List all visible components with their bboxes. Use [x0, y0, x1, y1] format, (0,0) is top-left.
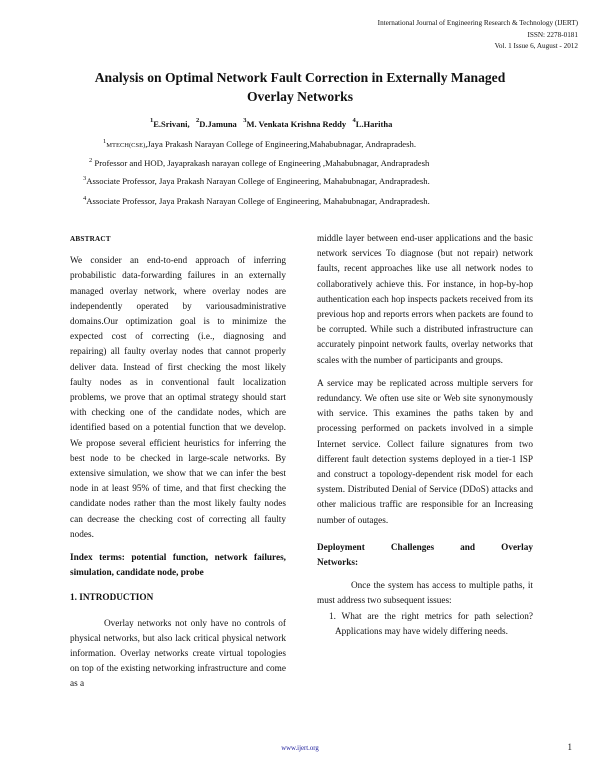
- deployment-heading-end: Networks:: [317, 558, 359, 569]
- title-line-1: Analysis on Optimal Network Fault Correction in Externally Managed: [94, 70, 506, 85]
- author-2-index: 2: [196, 117, 200, 124]
- deployment-heading-word: Challenges: [390, 542, 435, 553]
- body-paragraph-1: middle layer between end-user applications and the basic network services To diagnose (but not repair) network faults, recent approaches like use all network nodes to collaboratively achieve this. For instance, in hop-by-hop authentication each hop inspects packets received from its previous hop and reports errors when packets are found to be corrupted. While such a distributed infrastructure can accurately pinpoint network faults, overlay networks that scales with the number of participants and groups.: [317, 234, 533, 366]
- author-1-index: 1: [150, 117, 154, 124]
- journal-header: [378, 18, 578, 53]
- list-item-1: 1. What are the right metrics for path selection? Applications may have widely differing needs.: [329, 611, 533, 637]
- author-2: D.Jamuna: [199, 119, 237, 129]
- author-3-index: 3: [243, 117, 247, 124]
- index-terms: Index terms: potential function, network failures, simulation, candidate node, probe: [70, 553, 286, 579]
- abstract-heading: ABSTRACT: [70, 235, 111, 243]
- affiliation-1: [103, 138, 416, 149]
- footer-url[interactable]: www.ijert.org: [281, 745, 319, 752]
- body-paragraph-2: A service may be replicated across multiple servers for redundancy. We often use site or Web site synonymously with service. This examines the paths taken by and processing performed on packets involved in a simple Internet service. Collect failure signatures from two different fault detection systems deployed in a tier-1 ISP and construct a topology-dependent risk model for each system. Distributed Denial of Service (DDoS) attacks and other malicious traffic are responsible for an Increasing number of outages.: [317, 378, 533, 526]
- affiliation-4-index: 4: [83, 195, 87, 202]
- affiliation-2-index: 2: [89, 157, 93, 164]
- deployment-heading-word: Deployment: [317, 542, 365, 553]
- author-4-index: 4: [352, 117, 356, 124]
- issn: ISSN: 2278-0181: [527, 30, 578, 39]
- affiliation-3-index: 3: [83, 175, 87, 182]
- affiliation-1-text: ,Jaya Prakash Narayan College of Engineering,Mahabubnagar, Andrapradesh.: [145, 139, 417, 149]
- paper-title: [40, 68, 560, 106]
- affiliation-3-text: Associate Professor, Jaya Prakash Narayan College of Engineering, Mahabubnagar, Andrapradesh.: [86, 176, 430, 186]
- affiliation-1-index: 1: [103, 138, 107, 145]
- journal-name: International Journal of Engineering Research & Technology (IJERT): [377, 19, 578, 27]
- affiliation-4: [83, 195, 430, 206]
- right-column: [317, 232, 533, 640]
- title-line-2: Overlay Networks: [246, 89, 354, 104]
- left-column: [70, 232, 286, 693]
- affiliation-4-text: Associate Professor, Jaya Prakash Narayan College of Engineering, Mahabubnagar, Andrapradesh.: [86, 196, 430, 206]
- author-3: M. Venkata Krishna Reddy: [246, 119, 347, 129]
- affiliation-1-degree: MTECH(CSE): [106, 142, 146, 149]
- affiliation-3: [83, 175, 430, 186]
- deployment-heading-word: Overlay: [501, 542, 533, 553]
- abstract-text: We consider an end-to-end approach of inferring probabilistic data-forwarding failures in an externally managed overlay network, where overlay nodes are independently operated by variousadministrative domains.Our optimization goal is to minimize the expected cost of correcting (i.e., diagnosing and repairing) all faulty overlay nodes that cannot properly deliver data. Instead of first checking the most likely faulty nodes as in conventional fault localization problems, we prove that an optimal strategy should start with checking one of the candidate nodes, which are identified based on a potential function that we develop. We propose several efficient heuristics for inferring the best node to be checked in large-scale networks. By extensive simulation, we show that we can infer the best node in at least 95% of time, and that first checking the candidate nodes rather than the most likely faulty nodes can decrease the checking cost of correcting all faulty nodes.: [70, 256, 286, 540]
- introduction-heading: 1. INTRODUCTION: [70, 593, 154, 604]
- author-1: E.Srivani,: [153, 119, 190, 129]
- author-4: L.Haritha: [355, 119, 393, 129]
- page-number: 1: [567, 742, 572, 752]
- deployment-heading: [317, 541, 533, 556]
- affiliation-2: [89, 157, 429, 168]
- author-list: [150, 117, 392, 129]
- affiliation-2-text: Professor and HOD, Jayaprakash narayan college of Engineering ,Mahabubnagar, Andrapradesh: [94, 158, 430, 168]
- introduction-text: Overlay networks not only have no controls of physical networks, but also lack critical physical network information. Overlay networks create virtual topologies on top of the existing networking infrastructure and come as a: [70, 618, 286, 690]
- deployment-text: Once the system has access to multiple paths, it must address two subsequent issues:: [317, 581, 533, 607]
- deployment-heading-word: and: [460, 542, 476, 553]
- volume-issue: Vol. 1 Issue 6, August - 2012: [494, 42, 578, 50]
